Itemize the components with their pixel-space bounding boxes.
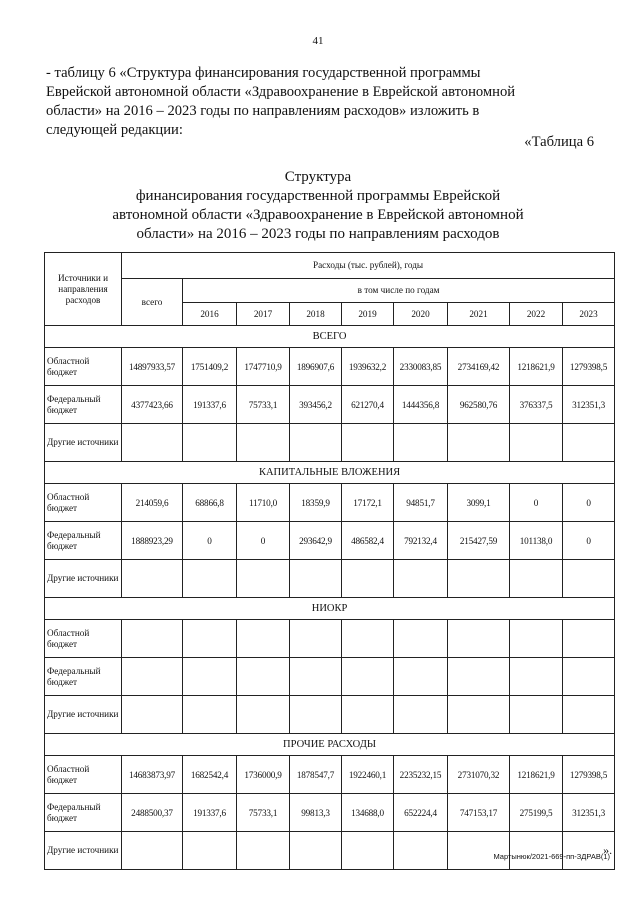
row-value: 75733,1 <box>237 386 290 424</box>
row-value <box>394 424 448 462</box>
row-total: 14683873,97 <box>122 756 183 794</box>
row-value: 11710,0 <box>237 484 290 522</box>
row-value: 2731070,32 <box>448 756 510 794</box>
table-row <box>45 620 615 658</box>
row-value <box>237 658 290 696</box>
table-reference: «Таблица 6 <box>524 134 594 150</box>
row-label: Областной бюджет <box>45 348 122 386</box>
table-row <box>45 386 615 424</box>
row-value <box>563 696 615 734</box>
row-total <box>122 560 183 598</box>
row-value <box>394 560 448 598</box>
row-total: 4377423,66 <box>122 386 183 424</box>
header-total: всего <box>122 279 183 326</box>
row-total <box>122 620 183 658</box>
row-total <box>122 696 183 734</box>
row-value <box>510 560 563 598</box>
row-value: 17172,1 <box>342 484 394 522</box>
intro-line: - таблицу 6 «Структура финансирования государственной программы <box>46 65 481 81</box>
footer-code: Мартынюк/2021-669-пп-ЗДРАВ(1) <box>493 852 610 861</box>
row-value <box>510 696 563 734</box>
row-value: 99813,3 <box>290 794 342 832</box>
row-value <box>448 658 510 696</box>
row-value: 0 <box>183 522 237 560</box>
row-value: 1218621,9 <box>510 348 563 386</box>
row-total <box>122 424 183 462</box>
section-row <box>45 326 615 348</box>
row-value: 2330083,85 <box>394 348 448 386</box>
intro-line: области» на 2016 – 2023 годы по направлениям расходов» изложить в <box>46 103 480 119</box>
row-value <box>183 832 237 870</box>
row-total: 14897933,57 <box>122 348 183 386</box>
row-value: 275199,5 <box>510 794 563 832</box>
row-value <box>183 620 237 658</box>
row-value: 1896907,6 <box>290 348 342 386</box>
row-value: 75733,1 <box>237 794 290 832</box>
row-value: 3099,1 <box>448 484 510 522</box>
row-value: 962580,76 <box>448 386 510 424</box>
row-value: 191337,6 <box>183 386 237 424</box>
row-value: 1939632,2 <box>342 348 394 386</box>
section-row <box>45 598 615 620</box>
table-row <box>45 794 615 832</box>
row-value <box>448 620 510 658</box>
table-row <box>45 348 615 386</box>
row-value: 1279398,5 <box>563 348 615 386</box>
row-value <box>510 424 563 462</box>
row-value <box>394 696 448 734</box>
row-value: 1747710,9 <box>237 348 290 386</box>
row-label: Другие источники <box>45 424 122 462</box>
table-row <box>45 484 615 522</box>
intro-paragraph <box>46 64 592 140</box>
header-by-year: в том числе по годам <box>183 279 615 303</box>
row-value: 312351,3 <box>563 794 615 832</box>
row-value <box>290 696 342 734</box>
row-value: 0 <box>237 522 290 560</box>
row-value: 621270,4 <box>342 386 394 424</box>
row-label: Другие источники <box>45 832 122 870</box>
row-value: 1218621,9 <box>510 756 563 794</box>
header-expenses: Расходы (тыс. рублей), годы <box>122 253 615 279</box>
row-value <box>290 424 342 462</box>
page-number: 41 <box>312 35 324 47</box>
table-row <box>45 658 615 696</box>
row-value <box>290 620 342 658</box>
section-row <box>45 462 615 484</box>
header-year: 2018 <box>290 303 342 326</box>
row-value: 393456,2 <box>290 386 342 424</box>
row-value <box>394 832 448 870</box>
row-value: 1922460,1 <box>342 756 394 794</box>
section-title: ПРОЧИЕ РАСХОДЫ <box>45 734 615 756</box>
title-line: финансирования государственной программы Еврейской <box>135 188 501 204</box>
row-value <box>394 658 448 696</box>
row-value <box>290 560 342 598</box>
header-year: 2016 <box>183 303 237 326</box>
row-value: 1279398,5 <box>563 756 615 794</box>
intro-line: Еврейской автономной области «Здравоохранение в Еврейской автономной <box>46 84 516 100</box>
row-value: 18359,9 <box>290 484 342 522</box>
row-label: Федеральный бюджет <box>45 658 122 696</box>
row-value: 2235232,15 <box>394 756 448 794</box>
header-year: 2017 <box>237 303 290 326</box>
row-value: 312351,3 <box>563 386 615 424</box>
row-value <box>237 560 290 598</box>
table-row <box>45 832 615 870</box>
row-value: 1682542,4 <box>183 756 237 794</box>
row-value <box>237 424 290 462</box>
row-label: Федеральный бюджет <box>45 522 122 560</box>
title-line: области» на 2016 – 2023 годы по направлениям расходов <box>136 226 500 242</box>
row-value: 652224,4 <box>394 794 448 832</box>
row-label: Областной бюджет <box>45 620 122 658</box>
row-label: Другие источники <box>45 560 122 598</box>
header-year: 2023 <box>563 303 615 326</box>
header-year: 2020 <box>394 303 448 326</box>
intro-line: следующей редакции: <box>46 122 183 138</box>
row-value <box>342 560 394 598</box>
row-value <box>342 424 394 462</box>
title-line: Структура <box>284 169 352 185</box>
row-value <box>183 424 237 462</box>
header-source: Источники и направления расходов <box>45 253 122 326</box>
row-value <box>342 658 394 696</box>
row-value <box>183 658 237 696</box>
row-value <box>342 696 394 734</box>
row-total <box>122 658 183 696</box>
section-title: НИОКР <box>45 598 615 620</box>
row-value: 1444356,8 <box>394 386 448 424</box>
table-row <box>45 424 615 462</box>
row-value <box>510 620 563 658</box>
row-value <box>448 696 510 734</box>
row-total: 1888923,29 <box>122 522 183 560</box>
table-row <box>45 560 615 598</box>
row-label: Федеральный бюджет <box>45 386 122 424</box>
row-label: Федеральный бюджет <box>45 794 122 832</box>
row-value: 376337,5 <box>510 386 563 424</box>
row-value <box>237 832 290 870</box>
row-value: 0 <box>563 484 615 522</box>
row-value <box>342 832 394 870</box>
row-value: 0 <box>563 522 615 560</box>
row-value: 1736000,9 <box>237 756 290 794</box>
header-year: 2022 <box>510 303 563 326</box>
row-value <box>510 832 563 870</box>
row-value <box>183 696 237 734</box>
row-value <box>290 658 342 696</box>
row-value <box>448 832 510 870</box>
row-value: 293642,9 <box>290 522 342 560</box>
row-value <box>237 620 290 658</box>
row-value <box>563 424 615 462</box>
row-total <box>122 832 183 870</box>
row-value <box>448 424 510 462</box>
row-value: 1878547,7 <box>290 756 342 794</box>
table-row <box>45 696 615 734</box>
row-value: 0 <box>510 484 563 522</box>
row-value: 747153,17 <box>448 794 510 832</box>
row-value: 486582,4 <box>342 522 394 560</box>
row-label: Областной бюджет <box>45 756 122 794</box>
section-title: ВСЕГО <box>45 326 615 348</box>
row-value: 215427,59 <box>448 522 510 560</box>
title-line: автономной области «Здравоохранение в Еврейской автономной <box>112 207 524 223</box>
row-label: Областной бюджет <box>45 484 122 522</box>
row-label: Другие источники <box>45 696 122 734</box>
row-value <box>394 620 448 658</box>
table-row <box>45 522 615 560</box>
header-year: 2019 <box>342 303 394 326</box>
header-year: 2021 <box>448 303 510 326</box>
row-value: 101138,0 <box>510 522 563 560</box>
financing-table <box>44 252 615 870</box>
table-closing-mark: ». <box>563 832 615 870</box>
row-value: 134688,0 <box>342 794 394 832</box>
table-row <box>45 756 615 794</box>
row-total: 214059,6 <box>122 484 183 522</box>
table-body <box>45 253 615 870</box>
section-title: КАПИТАЛЬНЫЕ ВЛОЖЕНИЯ <box>45 462 615 484</box>
row-value <box>563 620 615 658</box>
row-value: 94851,7 <box>394 484 448 522</box>
row-total: 2488500,37 <box>122 794 183 832</box>
row-value: 68866,8 <box>183 484 237 522</box>
row-value <box>237 696 290 734</box>
row-value <box>563 560 615 598</box>
row-value <box>448 560 510 598</box>
row-value <box>183 560 237 598</box>
row-value <box>342 620 394 658</box>
row-value: 2734169,42 <box>448 348 510 386</box>
row-value <box>563 658 615 696</box>
row-value <box>510 658 563 696</box>
table-title <box>0 168 636 244</box>
row-value <box>290 832 342 870</box>
row-value: 1751409,2 <box>183 348 237 386</box>
row-value: 191337,6 <box>183 794 237 832</box>
row-value: 792132,4 <box>394 522 448 560</box>
section-row <box>45 734 615 756</box>
